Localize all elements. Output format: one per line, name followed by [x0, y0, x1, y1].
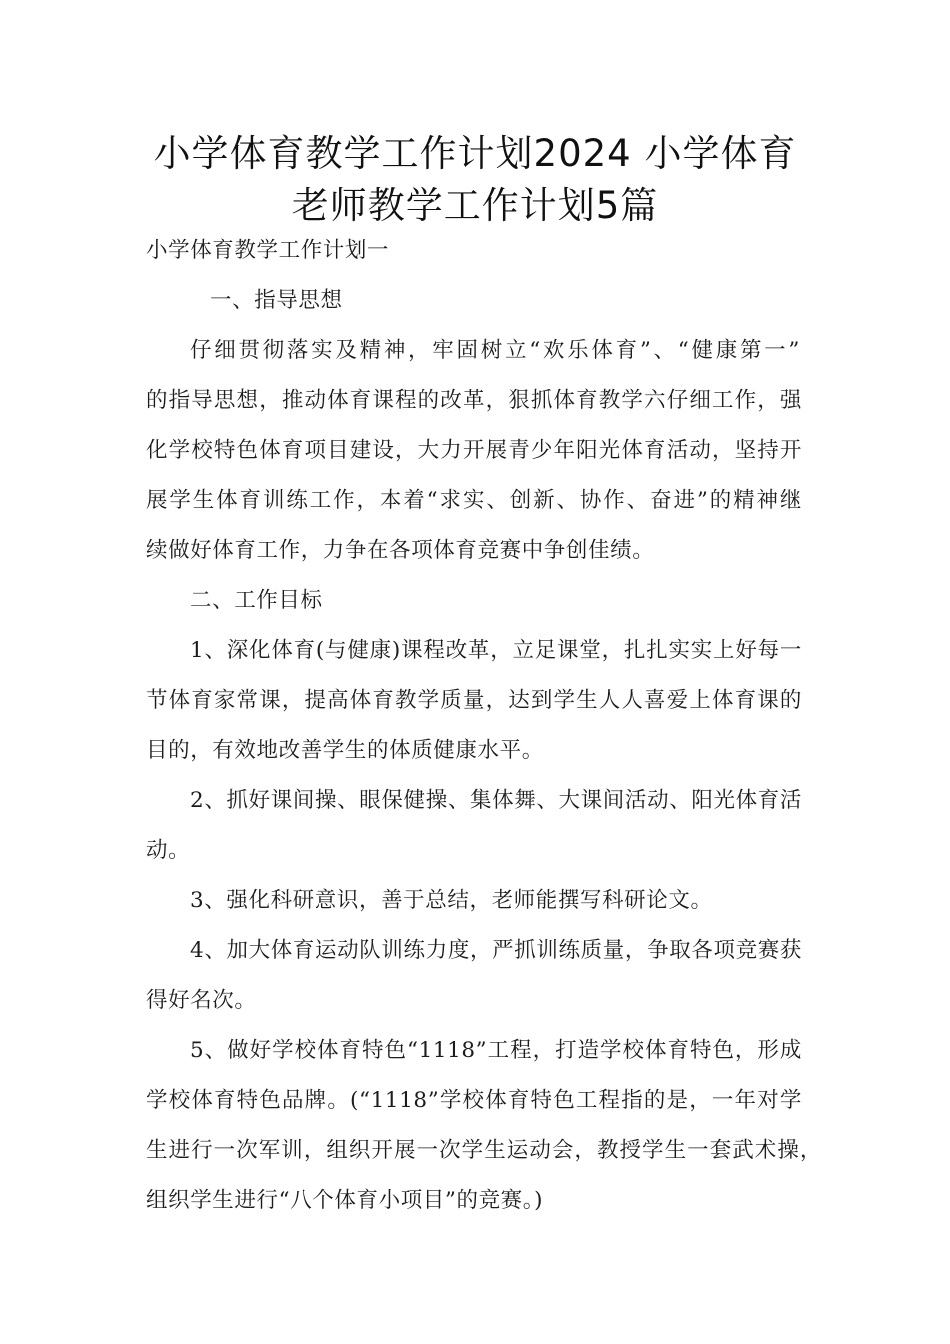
paragraph-line: 的指导思想，推动体育课程的改革，狠抓体育教学六仔细工作，强: [146, 388, 802, 413]
paragraph-line: 节体育家常课，提高体育教学质量，达到学生人人喜爱上体育课的: [146, 688, 802, 713]
section-heading: 小学体育教学工作计划一: [146, 238, 390, 263]
document-title-line-2: 老师教学工作计划5篇: [291, 184, 659, 227]
paragraph-line: 展学生体育训练工作，本着“求实、创新、协作、奋进”的精神继: [146, 488, 802, 513]
paragraph-line: 仔细贯彻落实及精神，牢固树立“欢乐体育”、“健康第一”: [190, 338, 800, 363]
subsection-heading: 二、工作目标: [190, 588, 323, 613]
paragraph-line: 5、做好学校体育特色“1118”工程，打造学校体育特色，形成: [190, 1038, 802, 1063]
document-title-line-1: 小学体育教学工作计划2024 小学体育: [153, 132, 797, 175]
paragraph-line: 续做好体育工作，力争在各项体育竞赛中争创佳绩。: [146, 538, 655, 563]
subsection-heading: 一、指导思想: [210, 288, 343, 313]
paragraph-line: 生进行一次军训，组织开展一次学生运动会，教授学生一套武术操，: [146, 1138, 822, 1163]
paragraph-line: 3、强化科研意识，善于总结，老师能撰写科研论文。: [190, 888, 713, 913]
paragraph-line: 2、抓好课间操、眼保健操、集体舞、大课间活动、阳光体育活: [190, 788, 802, 813]
paragraph-line: 组织学生进行“八个体育小项目”的竞赛。): [146, 1188, 544, 1213]
paragraph-line: 化学校特色体育项目建设，大力开展青少年阳光体育活动，坚持开: [146, 438, 802, 463]
paragraph-line: 目的，有效地改善学生的体质健康水平。: [146, 738, 544, 763]
paragraph-line: 4、加大体育运动队训练力度，严抓训练质量，争取各项竞赛获: [190, 938, 802, 963]
paragraph-line: 得好名次。: [146, 988, 257, 1013]
paragraph-line: 1、深化体育(与健康)课程改革，立足课堂，扎扎实实上好每一: [190, 638, 802, 663]
paragraph-line: 动。: [146, 838, 191, 863]
paragraph-line: 学校体育特色品牌。(“1118”学校体育特色工程指的是，一年对学: [146, 1088, 802, 1113]
